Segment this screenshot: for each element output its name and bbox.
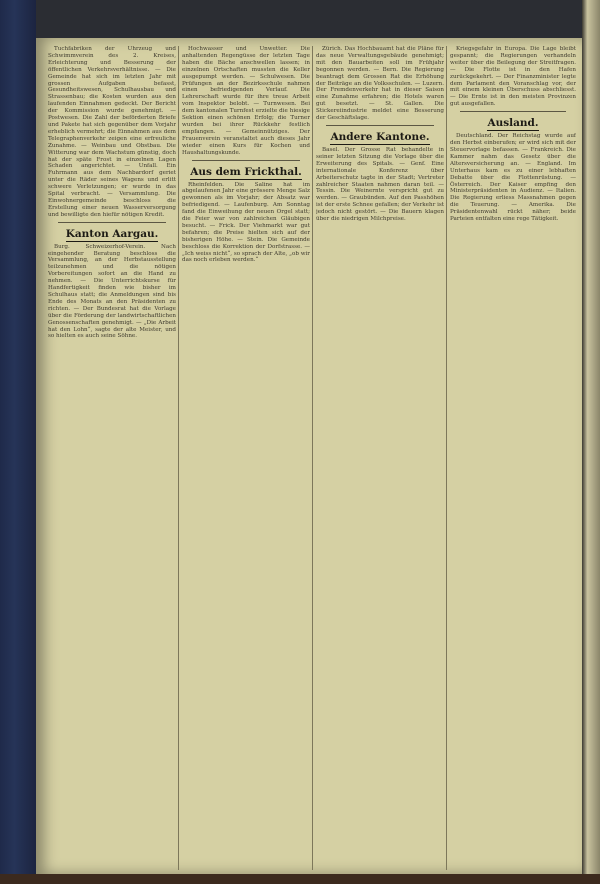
column-rule xyxy=(178,46,179,870)
section-divider xyxy=(326,125,434,126)
section-heading: Ausland. xyxy=(487,117,539,130)
newspaper-page xyxy=(36,38,582,874)
book-binding xyxy=(0,0,36,884)
section-heading: Andere Kantone. xyxy=(330,130,430,143)
article-text: Zürich. Das Hochbauamt hat die Pläne für das neue Verwaltungsgebäude genehmigt; mit den Bauarbeiten soll im Frühjahr begonnen werden. — Bern. Die Regierung beantragt dem Grossen Rat die Erhöhung der Beiträge an die Volksschulen. — Luzern. Der Fremdenverkehr hat in dieser Saison eine Zunahme erfahren; die Hotels waren gut besetzt. — St. Gallen. Die Stickereiindustrie meldet eine Besserung der Geschäftslage. xyxy=(316,46,444,122)
article-text: Tuchfabriken der Uhrzeug und Schwimmverein des 2. Kreises, Erleichterung und Besserung der öffentlichen Verkehrsverhältnisse. — Die Gemeinde hat sich im letzten Jahr mit grossen Aufgaben befasst, Gesundheitswesen, Schulhausbau und Strassenbau; die Kosten wurden aus den laufenden Einnahmen gedeckt. Der Bericht der Kommission wurde genehmigt. — Postwesen. Die Zahl der beförderten Briefe und Pakete hat sich gegenüber dem Vorjahr erheblich vermehrt; die Einnahmen aus dem Telegraphenverkehr zeigen eine erfreuliche Zunahme. — Weinbau und Obstbau. Die Witterung war dem Wachstum günstig, doch hat der späte Frost in einzelnen Lagen Schaden angerichtet. — Unfall. Ein Fuhrmann aus dem Nachbardorf geriet unter die Räder seines Wagens und erlitt schwere Verletzungen; er wurde in das Spital verbracht. — Versammlung. Die Einwohnergemeinde beschloss die Erstellung einer neuen Wasserversorgung und bewilligte den hiefür nötigen Kredit. xyxy=(48,46,176,218)
section-heading: Aus dem Frickthal. xyxy=(190,165,302,178)
article-text: Rheinfelden. Die Saline hat im abgelaufenen Jahr eine grössere Menge Salz gewonnen als im Vorjahr; der Absatz war befriedigend. — Laufenburg. Am Sonntag fand die Einweihung der neuen Orgel statt; die Feier war von zahlreichen Gläubigen besucht. — Frick. Der Viehmarkt war gut befahren; die Preise hielten sich auf der bisherigen Höhe. — Stein. Die Gemeinde beschloss die Korrektion der Dorfstrasse. — „Ich weiss nicht“, so sprach der Alte, „ob wir das noch erleben werden.“ xyxy=(182,181,310,264)
article-text: Kriegsgefahr in Europa. Die Lage bleibt gespannt; die Regierungen verhandeln weiter über die Beilegung der Streitfragen. — Die Flotte ist in den Hafen zurückgekehrt. — Der Finanzminister legte dem Parlament den Voranschlag vor, der mit einem kleinen Überschuss abschliesst. — Die Ernte ist in den meisten Provinzen gut ausgefallen. xyxy=(450,46,576,108)
article-text: Burg. Schweizerhof-Verein. Nach eingehender Beratung beschloss die Versammlung, an der Herbstausstellung teilzunehmen und die nötigen Vorbereitungen sofort an die Hand zu nehmen. — Die Unterrichtskurse für Handfertigkeit finden wie bisher im Schulhaus statt; die Anmeldungen sind bis Ende des Monats an den Präsidenten zu richten. — Der Bundesrat hat die Vorlage über die Förderung der landwirtschaftlichen Genossenschaften genehmigt. — „Die Arbeit hat den Lohn“, sagte der alte Meister, und so hielten es auch seine Söhne. xyxy=(48,243,176,340)
section-divider xyxy=(192,160,300,161)
article-text: Basel. Der Grosse Rat behandelte in seiner letzten Sitzung die Vorlage über die Erweiterung des Spitals. — Genf. Eine internationale Konferenz über Arbeiterschutz tagte in der Stadt; Vertreter zahlreicher Staaten nahmen daran teil. — Tessin. Die Weinernte verspricht gut zu werden. — Graubünden. Auf den Passhöhen ist der erste Schnee gefallen; der Verkehr ist jedoch nicht gestört. — Die Bauern klagen über die niedrigen Milchpreise. xyxy=(316,146,444,223)
column-2 xyxy=(182,46,310,870)
page-edge xyxy=(582,0,600,884)
column-rule xyxy=(446,46,447,870)
section-divider xyxy=(460,111,566,112)
column-3 xyxy=(316,46,444,870)
section-divider xyxy=(58,222,166,223)
column-1 xyxy=(48,46,176,870)
bottom-edge xyxy=(0,874,600,884)
section-heading: Kanton Aargau. xyxy=(65,227,159,240)
article-text: Hochwasser und Unwetter. Die anhaltenden Regengüsse der letzten Tage haben die Bäche anschwellen lassen; in einzelnen Ortschaften mussten die Keller ausgepumpt werden. — Schulwesen. Die Prüfungen an der Bezirksschule nahmen einen befriedigenden Verlauf. Die Lehrerschaft wurde für ihre treue Arbeit vom Inspektor belobt. — Turnwesen. Bei dem kantonalen Turnfest erzielte die hiesige Sektion einen schönen Erfolg; die Turner wurden bei ihrer Rückkehr festlich empfangen. — Gemeinnütziges. Der Frauenverein veranstaltet auch dieses Jahr wieder einen Kurs für Kochen und Haushaltungskunde. xyxy=(182,46,310,156)
column-4 xyxy=(450,46,576,870)
article-text: Deutschland. Der Reichstag wurde auf den Herbst einberufen; er wird sich mit der Steuervorlage befassen. — Frankreich. Die Kammer nahm das Gesetz über die Altersversicherung an. — England. Im Unterhaus kam es zu einer lebhaften Debatte über die Flottenrüstung. — Österreich. Der Kaiser empfing den Ministerpräsidenten in Audienz. — Italien. Die Regierung erliess Massnahmen gegen die Teuerung. — Amerika. Die Präsidentenwahl rückt näher; beide Parteien entfalten eine rege Tätigkeit. xyxy=(450,133,576,223)
column-rule xyxy=(312,46,313,870)
